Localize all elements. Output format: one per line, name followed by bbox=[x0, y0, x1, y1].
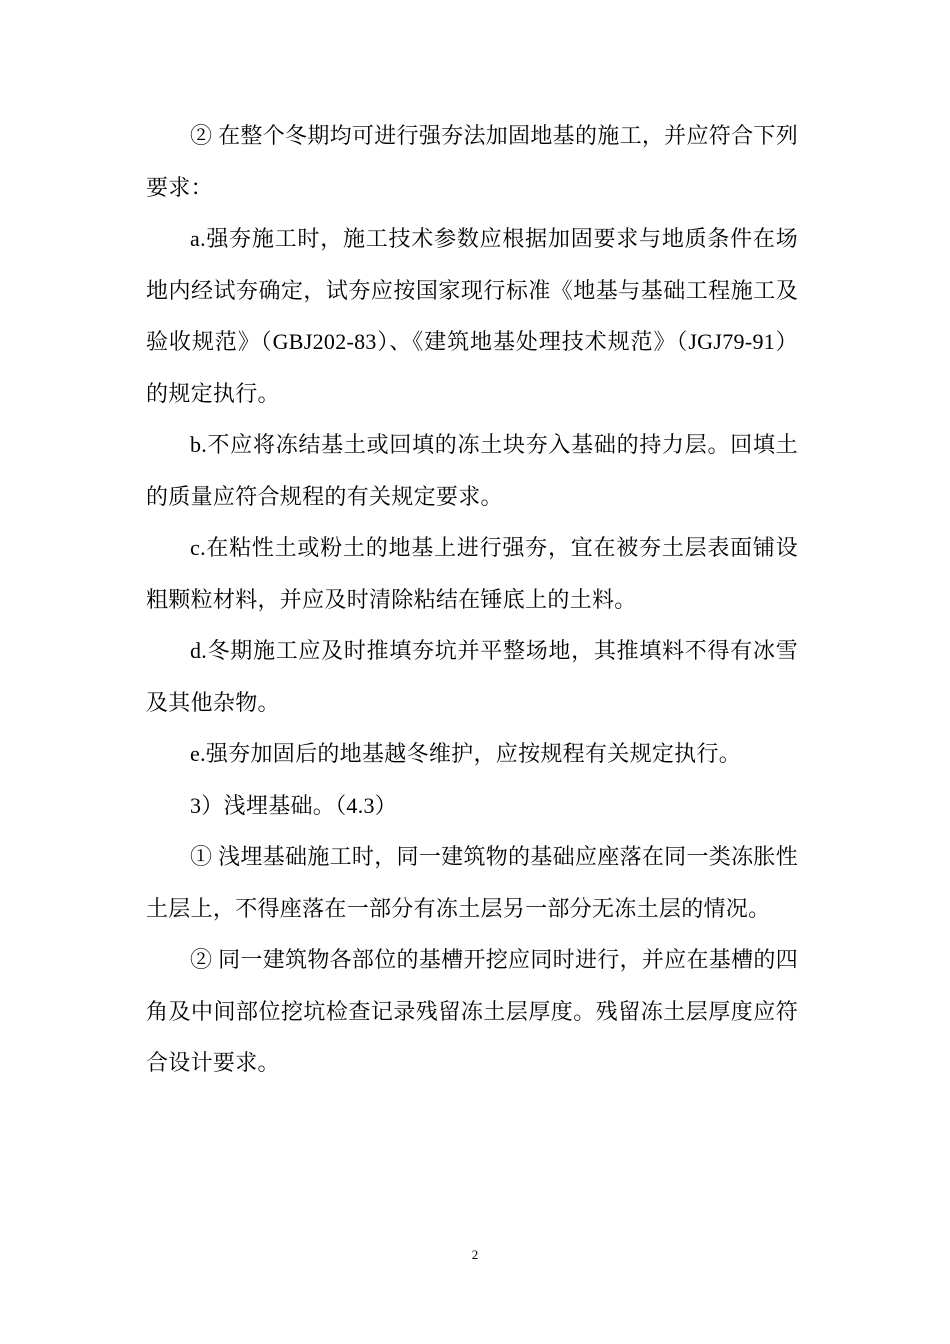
paragraph-item-d: d.冬期施工应及时推填夯坑并平整场地，其推填料不得有冰雪及其他杂物。 bbox=[146, 638, 798, 715]
section-heading-shallow-foundation: 3）浅埋基础。（4.3） bbox=[190, 792, 398, 818]
document-body bbox=[146, 110, 798, 1089]
paragraph-item-e: e.强夯加固后的地基越冬维护，应按规程有关规定执行。 bbox=[190, 741, 742, 766]
paragraph-shallow-foundation-1: ① 浅埋基础施工时，同一建筑物的基础应座落在同一类冻胀性土层上，不得座落在一部分有冻土层另一部分无冻土层的情况。 bbox=[146, 844, 798, 921]
paragraph-item-c: c.在粘性土或粉土的地基上进行强夯，宜在被夯土层表面铺设粗颗粒材料，并应及时清除粘结在锤底上的土料。 bbox=[146, 535, 798, 612]
paragraph-item-a: a.强夯施工时，施工技术参数应根据加固要求与地质条件在场地内经试夯确定，试夯应按国家现行标准《地基与基础工程施工及验收规范》（GBJ202-83）、《建筑地基处理技术规范》（JGJ79-91）的规定执行。 bbox=[146, 226, 798, 406]
paragraph-shallow-foundation-2: ② 同一建筑物各部位的基槽开挖应同时进行，并应在基槽的四角及中间部位挖坑检查记录残留冻土层厚度。残留冻土层厚度应符合设计要求。 bbox=[146, 947, 798, 1075]
paragraph-item-b: b.不应将冻结基土或回填的冻土块夯入基础的持力层。回填土的质量应符合规程的有关规定要求。 bbox=[146, 432, 798, 509]
page-number: 2 bbox=[471, 1247, 479, 1262]
paragraph-dynamic-compaction-requirements: ② 在整个冬期均可进行强夯法加固地基的施工，并应符合下列要求： bbox=[146, 123, 798, 200]
